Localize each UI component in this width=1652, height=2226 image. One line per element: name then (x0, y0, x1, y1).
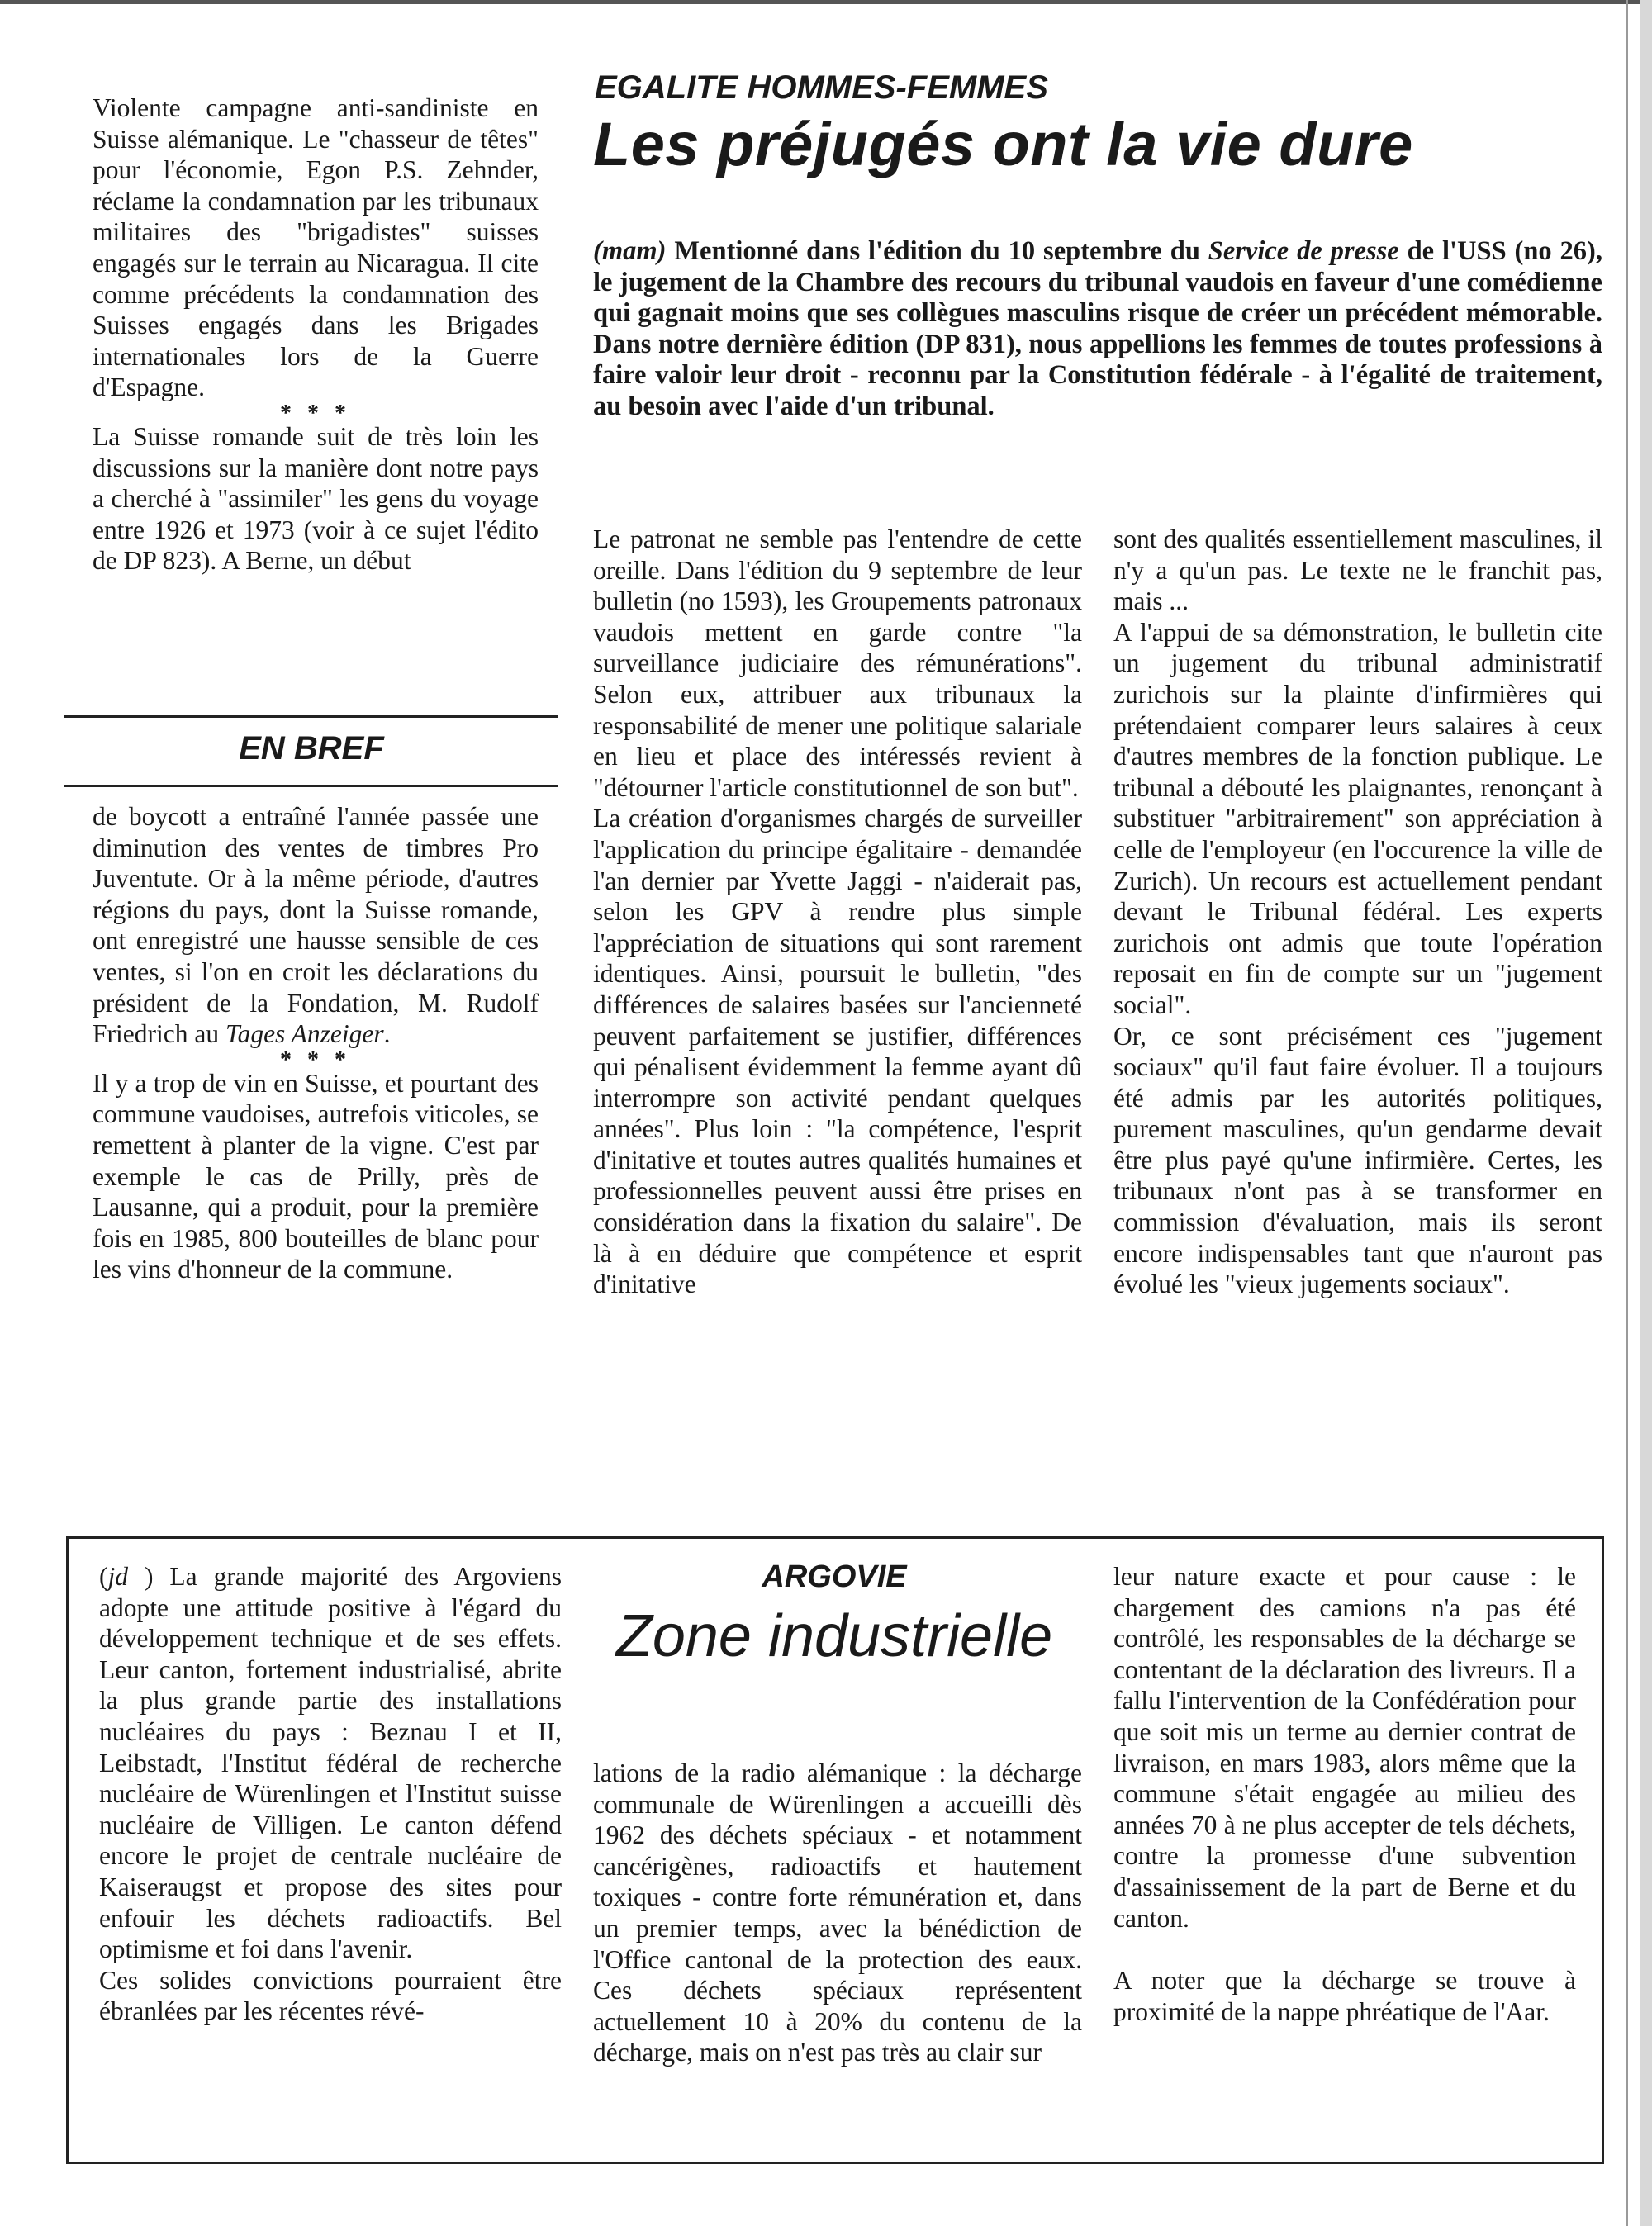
brief-title: EN BREF (239, 730, 384, 767)
brief-item-2-end: de boycott a entraîné l'année passée une diminution des ventes de timbres Pro Juventute. Or à la même période, d'autres régions du pays, dont la Suisse romande, ont enregistré une hausse sensible de ces ventes, si l'on en croit les déclarations du président de la Fondation, M. Rudolf Friedrich au Tages Anzeiger. (93, 802, 539, 1049)
argovie-column-2 (593, 1758, 1082, 2068)
brief-column-bottom (93, 801, 539, 1285)
main-lead: (mam) Mentionné dans l'édition du 10 septembre du Service de presse de l'USS (no 26), le jugement de la Chambre des recours du tribunal vaudois en faveur d'une comédienne qui gagnait moins que ses collègues masculins risque de créer un précédent mémorable. Dans notre dernière édition (DP 831), nous appellions les femmes de toutes professions à faire valoir leur droit - reconnu par la Constitution fédérale - à l'égalité de traitement, au besoin avec l'aide d'un tribunal. (593, 236, 1603, 421)
argovie-col2: lations de la radio alémanique : la décharge communale de Würenlingen a accueilli dès 1962 des déchets spéciaux - et notamment cancérigènes, radioactifs et hautement toxiques - contre forte rémunération et, dans un premier temps, avec la bénédiction de l'Office cantonal de la protection des eaux. Ces déchets spéciaux représentent actuellement 10 à 20% du contenu de la décharge, mais on n'est pas très au clair sur (593, 1758, 1082, 2067)
paragraph-gap (1113, 1934, 1576, 1965)
brief-rule-bottom (64, 785, 558, 787)
page-fold-line (1626, 0, 1628, 2226)
argovie-column-1 (99, 1561, 562, 2027)
argovie-author: jd (107, 1562, 129, 1591)
main-col1-p2: La création d'organismes chargés de surveiller l'application du principe égalitaire - demandée l'an dernier par Yvette Jaggi - n'aiderait pas, selon les GPV à rendre plus simple l'appréciation de situations qui sont rarement identiques. Ainsi, poursuit le bulletin, "des différences de salaires basées sur l'ancienneté peuvent parfaitement se justifier, différences qui pénalisent évidemment la femme ayant dû interrompre son activité pendant quelques années". Plus loin : "la compétence, l'esprit d'initative et toutes autres qualités humaines et professionnelles peuvent aussi être prises en considération dans la fixation du salaire". De là à en déduire que compétence et esprit d'initative (593, 804, 1082, 1299)
argovie-col3-p2: A noter que la décharge se trouve à proximité de la nappe phréatique de l'Aar. (1113, 1966, 1576, 2026)
argovie-kicker: ARGOVIE (762, 1559, 907, 1594)
brief-item-1: Violente campagne anti-sandiniste en Suisse alémanique. Le "chasseur de têtes" pour l'économie, Egon P.S. Zehnder, réclame la condamnation par les tribunaux militaires des "brigadistes" suisses engagés sur le terrain au Nicaragua. Il cite comme précédents la condamnation des Suisses engagés dans les Brigades internationales lors de la Guerre d'Espagne. (93, 93, 539, 402)
argovie-col1-p2: Ces solides convictions pourraient être ébranlées par les récentes révé- (99, 1965, 562, 2026)
brief-item-3: Il y a trop de vin en Suisse, et pourtant des commune vaudoises, autrefois viticoles, se remettent à planter de la vigne. C'est par exemple le cas de Prilly, près de Lausanne, qui a produit, pour la première fois en 1985, 800 bouteilles de blanc pour les vins d'honneur de la commune. (93, 1068, 539, 1284)
main-column-1 (593, 524, 1082, 1300)
main-headline: Les préjugés ont la vie dure (593, 110, 1413, 178)
main-kicker: EGALITE HOMMES-FEMMES (595, 69, 1048, 106)
argovie-col3-p1: leur nature exacte et pour cause : le chargement des camions n'a pas été contrôlé, les responsables de la décharge se contentant de la déclaration des livreurs. Il a fallu l'intervention de la Confédération pour que soit mis un terme au dernier contrat de livraison, en mars 1983, alors même que la commune s'était engagée au milieu des années 70 à ne plus accepter de tels déchets, contre la promesse d'une subvention d'assainissement de la part de Berne et du canton. (1113, 1562, 1576, 1933)
main-col2-p1: sont des qualités essentiellement masculines, il n'y a qu'un pas. Le texte ne le franchit pas, mais ... (1113, 524, 1602, 616)
brief-separator: * * * (280, 400, 351, 426)
main-col2-p2: A l'appui de sa démonstration, le bulletin cite un jugement du tribunal administratif zurichois sur la plainte d'infirmières qui prétendaient comparer leurs salaires à ceux d'autres membres de la fonction publique. Le tribunal a débouté les plaignantes, renonçant à substituer "arbitrairement" son appréciation à celle de l'employeur (en l'occurence la ville de Zurich). Un recours est actuellement pendant devant le Tribunal fédéral. Les experts zurichois ont admis que toute l'opération reposait en fin de compte sur un "jugement social". (1113, 617, 1602, 1019)
page-right-margin (1640, 0, 1652, 2226)
brief-column-top (93, 93, 539, 577)
lead-author: (mam) (593, 236, 667, 266)
brief-separator: * * * (280, 1047, 351, 1073)
main-col1-p1: Le patronat ne semble pas l'entendre de cette oreille. Dans l'édition du 9 septembre de leur bulletin (no 1593), les Groupements patronaux vaudois mettent en garde contre "la surveillance judiciaire des rémunérations". Selon eux, attribuer aux tribunaux la responsabilité de mener une politique salariale en lieu et place des intéressés revient à "détourner l'article constitutionnel de son but". (593, 524, 1082, 802)
argovie-col1-p1: (jd ) La grande majorité des Argoviens adopte une attitude positive à l'égard du développement technique et de ses effets. Leur canton, fortement industrialisé, abrite la plus grande partie des installations nucléaires du pays : Beznau I et II, Leibstadt, l'Institut fédéral de recherche nucléaire de Würenlingen et l'Institut suisse nucléaire de Villigen. Le canton défend encore le projet de centrale nucléaire de Kaiseraugst et propose des sites pour enfouir les déchets radioactifs. Bel optimisme et foi dans l'avenir. (99, 1562, 562, 1964)
main-col2-p3: Or, ce sont précisément ces "jugement sociaux" qu'il faut faire évoluer. Il a toujours été admis par les autorités politiques, purement masculines, qu'un gendarme devait être plus payé qu'une infirmière. Certes, les tribunaux n'ont pas à se transformer en commission d'évaluation, mais ils seront encore indispensables tant que n'auront pas évolué les "vieux jugements sociaux". (1113, 1021, 1602, 1299)
argovie-headline: Zone industrielle (615, 1603, 1053, 1669)
brief-rule-top (64, 715, 558, 718)
argovie-column-3 (1113, 1561, 1576, 2027)
brief-item-2-start: La Suisse romande suit de très loin les discussions sur la manière dont notre pays a cherché à "assimiler" les gens du voyage entre 1926 et 1973 (voir à ce sujet l'édito de DP 823). A Berne, un début (93, 421, 539, 576)
page-top-border (0, 0, 1652, 4)
main-column-2 (1113, 524, 1602, 1300)
